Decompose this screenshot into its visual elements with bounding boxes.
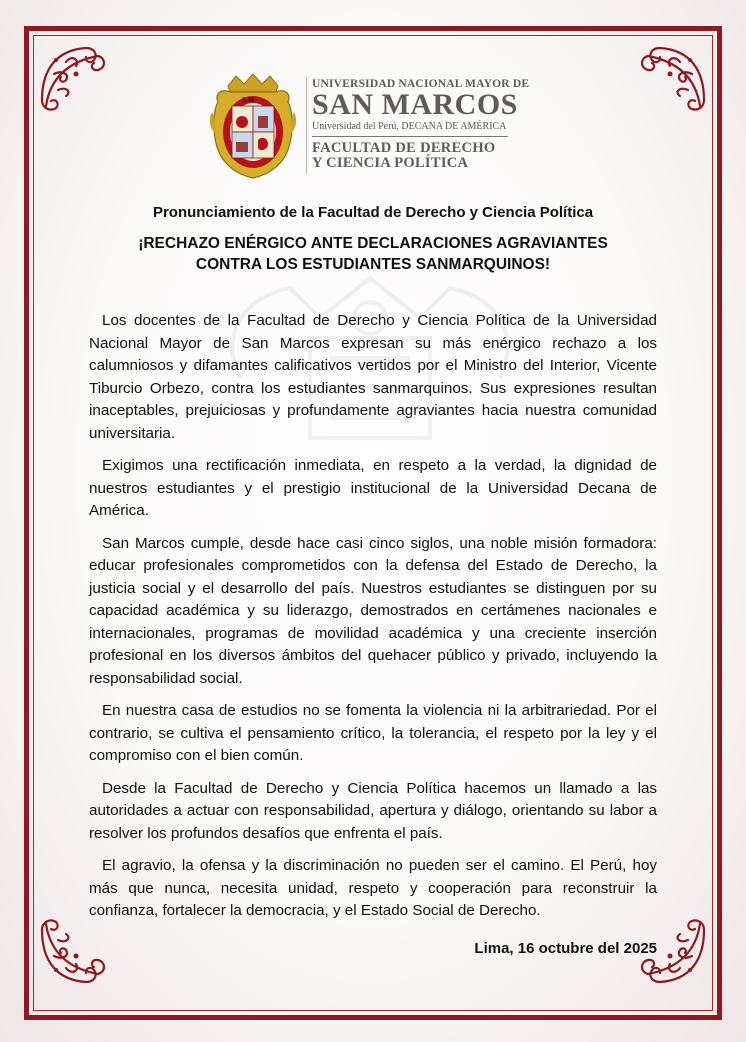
header-separator xyxy=(306,78,307,174)
header-rule xyxy=(312,136,508,137)
university-line1: UNIVERSIDAD NACIONAL MAYOR DE xyxy=(312,78,530,90)
paragraph: El agravio, la ofensa y la discriminación no pueden ser el camino. El Perú, hoy más que nunca, necesita unidad, respeto y cooperación para reconstruir la confianza, fortalecer la democracia, y el Estado Social de Derecho. xyxy=(89,857,657,919)
seal-label: S.M xyxy=(242,96,255,104)
paragraph: Exigimos una rectificación inmediata, en respeto a la verdad, la dignidad de nuestros estudiantes y el prestigio institucional de la Universidad Decana de América. xyxy=(89,457,657,519)
faculty-line2: Y CIENCIA POLÍTICA xyxy=(312,155,469,171)
university-tagline: Universidad del Perú, DECANA DE AMÉRICA xyxy=(312,121,507,132)
headline-line1: ¡RECHAZO ENÉRGICO ANTE DECLARACIONES AGRAVIANTES xyxy=(138,235,608,252)
university-header xyxy=(208,72,528,182)
document-title: Pronunciamiento de la Facultad de Derecho y Ciencia Política xyxy=(152,204,594,221)
paragraph: Desde la Facultad de Derecho y Ciencia Política hacemos un llamado a las autoridades a actuar con responsabilidad, apertura y diálogo, orientando su labor a resolver los profundos desafíos que enfrenta el país. xyxy=(89,779,657,842)
ornament-flourish-icon xyxy=(634,40,710,116)
document-body xyxy=(89,310,657,933)
document-date: Lima, 16 octubre del 2025 xyxy=(474,940,657,957)
paragraph: San Marcos cumple, desde hace casi cinco siglos, una noble misión formadora: educar profesionales comprometidos con la defensa del Estado de Derecho, la justicia social y el desarrollo del país. Nuestros estudiantes se distinguen por su capacidad académica y su liderazgo, demostrados en certámenes nacionales e internacionales, programas de movilidad académica y una creciente inserción profesional en los diversos ámbitos del quehacer público y privado, incluyendo la responsabilidad social. xyxy=(89,534,657,687)
university-seal-icon xyxy=(208,72,298,180)
headline-line2: CONTRA LOS ESTUDIANTES SANMARQUINOS! xyxy=(195,256,551,273)
university-name-block xyxy=(312,78,532,171)
faculty-line1: FACULTAD DE DERECHO xyxy=(312,140,496,156)
paragraph: En nuestra casa de estudios no se fomenta la violencia ni la arbitrariedad. Por el contrario, se cultiva el pensamiento crítico, la tolerancia, el respeto por la ley y el compromiso con el bien común. xyxy=(89,702,657,764)
paragraph: Los docentes de la Facultad de Derecho y Ciencia Política de la Universidad Nacional Mayor de San Marcos expresan su más enérgico rechazo a los calumniosos y difamantes calificativos vertidos por el Ministro del Interior, Vicente Tiburcio Orbezo, contra los estudiantes sanmarquinos. Sus expresiones resultan inaceptables, prejuiciosas y profundamente agraviantes hacia nuestra comunidad universitaria. xyxy=(89,312,657,442)
document-headline xyxy=(60,233,686,275)
ornament-flourish-icon xyxy=(36,40,112,116)
university-name: SAN MARCOS xyxy=(312,88,518,121)
